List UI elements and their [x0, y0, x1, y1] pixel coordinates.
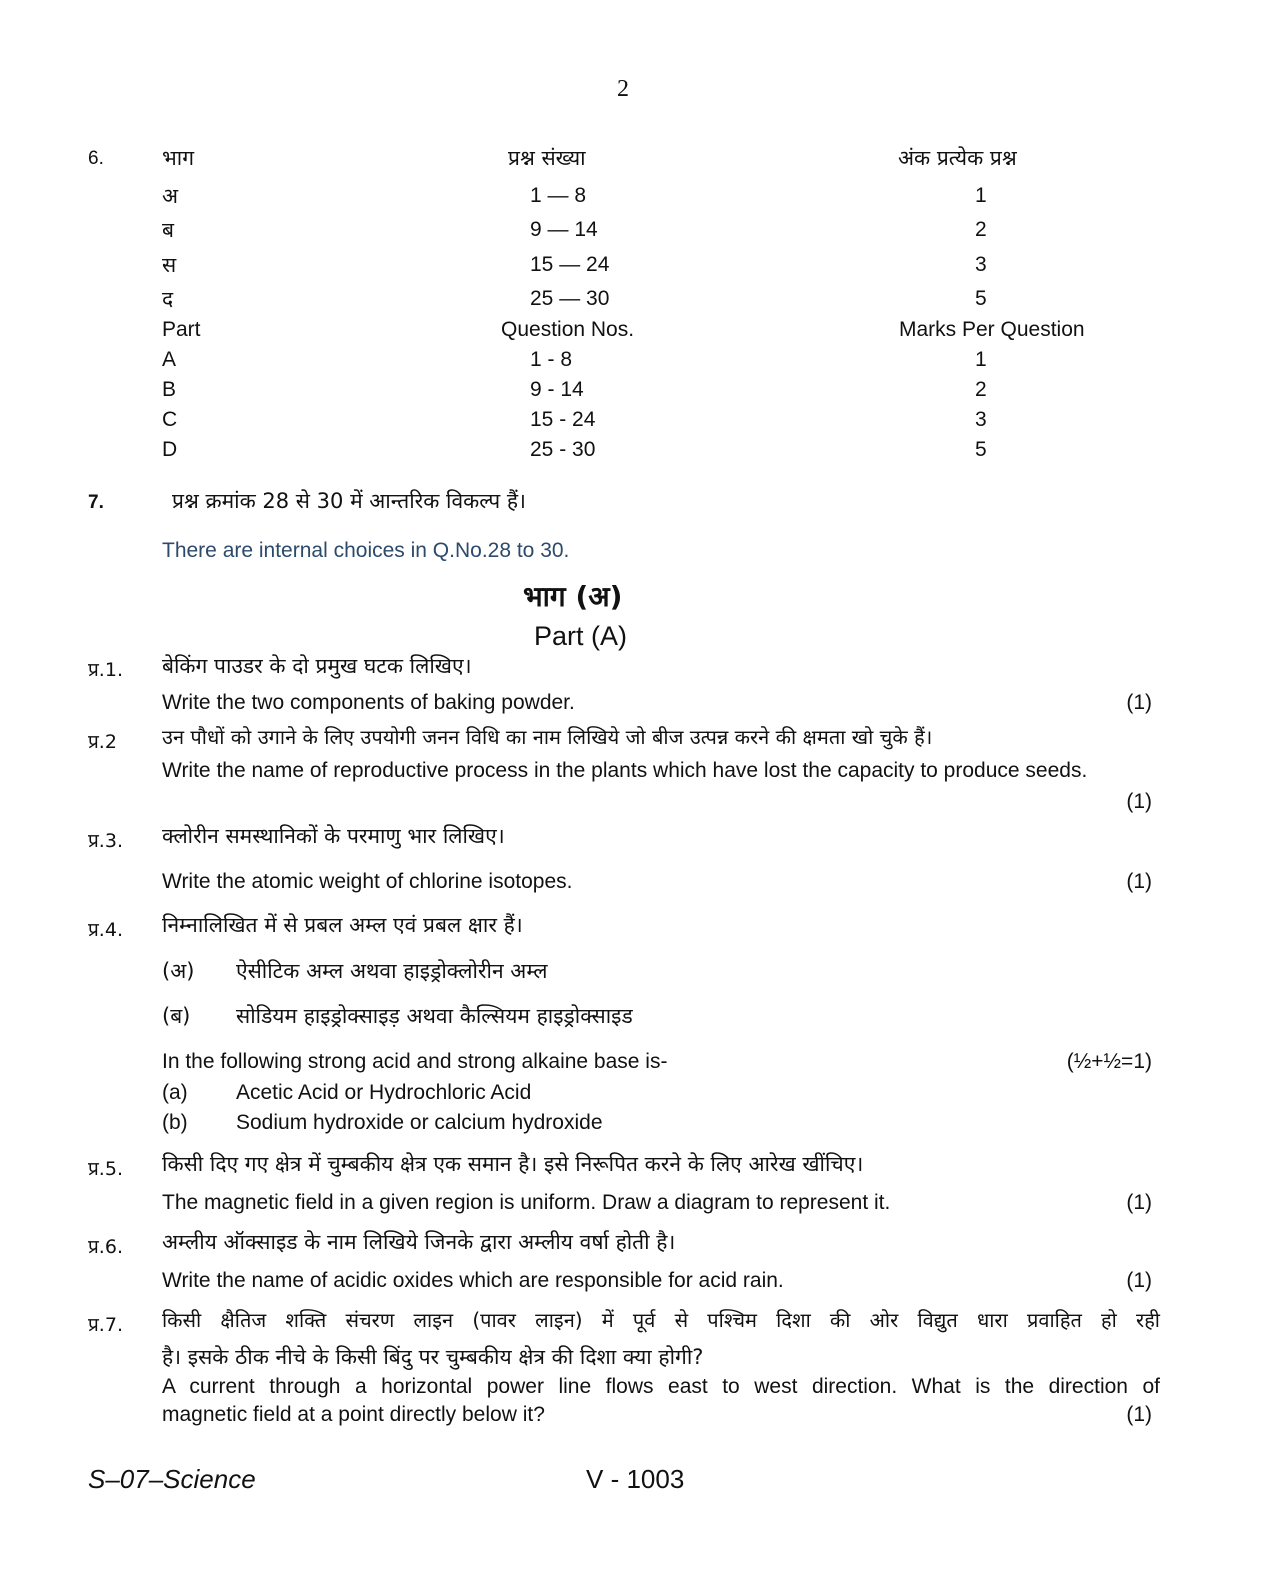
english-row-question-range: 15 - 24	[530, 408, 596, 431]
item-number-6: 6.	[88, 148, 104, 169]
hindi-row-part: अ	[162, 184, 179, 208]
english-row-part: C	[162, 408, 178, 431]
hindi-row-part: ब	[162, 218, 174, 242]
hindi-row-question-range: 1 — 8	[530, 184, 587, 207]
question-marks: (1)	[1126, 1403, 1152, 1426]
question-marks: (1)	[1126, 1269, 1152, 1292]
item-number-7: 7.	[88, 492, 104, 513]
hindi-row-question-range: 25 — 30	[530, 287, 610, 310]
question-marks: (1)	[1126, 1191, 1152, 1214]
question-english: In the following strong acid and strong alkaine base is-	[162, 1050, 668, 1073]
item7-hindi: प्रश्न क्रमांक 28 से 30 में आन्तरिक विकल्प हैं।	[172, 489, 526, 513]
footer-set-code: V - 1003	[586, 1464, 685, 1494]
question-hindi: अम्लीय ऑक्साइड के नाम लिखिये जिनके द्वारा अम्लीय वर्षा होती है।	[162, 1230, 676, 1254]
question-english: Write the atomic weight of chlorine isotopes.	[162, 870, 573, 893]
footer-paper-code: S–07–Science	[88, 1464, 256, 1494]
english-row-marks: 5	[975, 438, 987, 461]
english-row-marks: 2	[975, 378, 987, 401]
english-row-question-range: 25 - 30	[530, 438, 596, 461]
english-row-question-range: 9 - 14	[530, 378, 584, 401]
question-hindi: क्लोरीन समस्थानिकों के परमाणु भार लिखिए।	[162, 824, 505, 848]
question-hindi-line: है। इसके ठीक नीचे के किसी बिंदु पर चुम्बकीय क्षेत्र की दिशा क्या होगी?	[162, 1345, 704, 1369]
hindi-row-part: स	[162, 253, 177, 277]
question-marks: (1)	[1126, 691, 1152, 714]
item7-english: There are internal choices in Q.No.28 to 30.	[162, 539, 570, 562]
english-header-question-nos: Question Nos.	[501, 318, 635, 341]
english-header-part: Part	[162, 318, 201, 341]
question-english: Write the name of reproductive process in the plants which have lost the capacity to produce seeds.	[162, 759, 1088, 782]
hindi-row-marks: 5	[975, 287, 987, 310]
option-hindi-a: ऐसीटिक अम्ल अथवा हाइड्रोक्लोरीन अम्ल	[236, 959, 548, 983]
english-row-marks: 3	[975, 408, 987, 431]
option-hindi-b: सोडियम हाइड्रोक्साइड़ अथवा कैल्सियम हाइड्रोक्साइड	[236, 1004, 633, 1028]
option-label-english-a: (a)	[162, 1081, 188, 1104]
page-number: 2	[617, 76, 629, 102]
hindi-row-question-range: 9 — 14	[530, 218, 598, 241]
option-label-hindi-a: (अ)	[162, 959, 195, 983]
question-marks: (1)	[1126, 790, 1152, 813]
question-marks: (½+½=1)	[1066, 1050, 1152, 1073]
option-english-a: Acetic Acid or Hydrochloric Acid	[236, 1081, 532, 1104]
question-marks: (1)	[1126, 870, 1152, 893]
hindi-row-marks: 2	[975, 218, 987, 241]
question-label: प्र.5.	[88, 1158, 123, 1180]
english-header-marks: Marks Per Question	[899, 318, 1085, 341]
question-label: प्र.3.	[88, 830, 123, 852]
question-label: प्र.2	[88, 731, 117, 753]
section-heading-hindi: भाग (अ)	[523, 580, 623, 613]
english-row-part: A	[162, 348, 177, 371]
question-hindi: किसी दिए गए क्षेत्र में चुम्बकीय क्षेत्र एक समान है। इसे निरूपित करने के लिए आरेख खींचिए।	[162, 1152, 864, 1176]
hindi-row-marks: 3	[975, 253, 987, 276]
question-label: प्र.1.	[88, 659, 123, 681]
question-label: प्र.4.	[88, 919, 123, 941]
question-english: Write the two components of baking powder.	[162, 691, 575, 714]
english-row-question-range: 1 - 8	[530, 348, 573, 371]
question-hindi-line: किसी क्षैतिज शक्ति संचरण लाइन (पावर लाइन) में पूर्व से पश्चिम दिशा की ओर विद्युत धारा प्रवाहित हो रही	[162, 1308, 1160, 1332]
hindi-header-question-nos: प्रश्न संख्या	[508, 146, 586, 170]
question-hindi: बेकिंग पाउडर के दो प्रमुख घटक लिखिए।	[162, 654, 472, 678]
question-english-line: magnetic field at a point directly below it?	[162, 1403, 545, 1426]
hindi-row-part: द	[162, 287, 174, 311]
question-hindi: निम्नालिखित में से प्रबल अम्ल एवं प्रबल क्षार हैं।	[162, 913, 523, 937]
hindi-row-question-range: 15 — 24	[530, 253, 610, 276]
hindi-header-part: भाग	[162, 146, 195, 170]
section-heading-english: Part (A)	[534, 621, 628, 651]
option-english-b: Sodium hydroxide or calcium hydroxide	[236, 1111, 603, 1134]
english-row-part: D	[162, 438, 178, 461]
hindi-row-marks: 1	[975, 184, 987, 207]
question-english: Write the name of acidic oxides which are responsible for acid rain.	[162, 1269, 784, 1292]
option-label-hindi-b: (ब)	[162, 1004, 191, 1028]
english-row-part: B	[162, 378, 177, 401]
question-english: The magnetic field in a given region is uniform. Draw a diagram to represent it.	[162, 1191, 891, 1214]
english-row-marks: 1	[975, 348, 987, 371]
option-label-english-b: (b)	[162, 1111, 188, 1134]
question-hindi: उन पौधों को उगाने के लिए उपयोगी जनन विधि का नाम लिखिये जो बीज उत्पन्न करने की क्षमता खो चुके हैं।	[162, 725, 933, 749]
hindi-header-marks: अंक प्रत्येक प्रश्न	[898, 146, 1017, 170]
question-label: प्र.7.	[88, 1314, 123, 1336]
question-label: प्र.6.	[88, 1236, 123, 1258]
question-english-line: A current through a horizontal power line flows east to west direction. What is the direction of	[162, 1375, 1160, 1398]
